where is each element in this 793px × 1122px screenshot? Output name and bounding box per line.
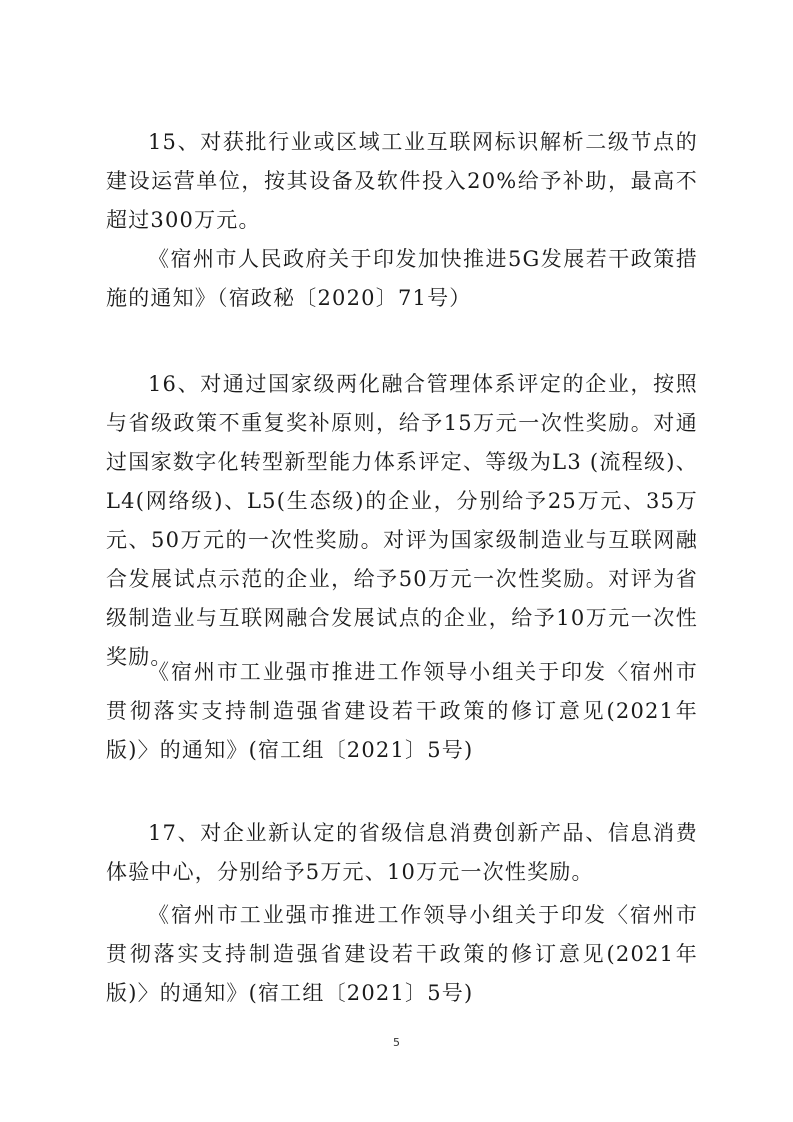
clause-17-source: 《宿州市工业强市推进工作领导小组关于印发〈宿州市贯彻落实支持制造强省建设若干政策的修订意见(2021年版)〉的通知》(宿工组〔2021〕5号) bbox=[106, 903, 698, 1005]
clause-16-text: 16、对通过国家级两化融合管理体系评定的企业，按照与省级政策不重复奖补原则，给予15万元一次性奖励。对通过国家数字化转型新型能力体系评定、等级为L3 (流程级)、L4(网络级)、L5(生态级)的企业，分别给予25万元、35万元、50万元的一次性奖励。对评为国家级制造业与互联网融合发展试点示范的企业，给予50万元一次性奖励。对评为省级制造业与互联网融合发展试点的企业，给予10万元一次性奖励。 bbox=[106, 372, 698, 669]
clause-15-source: 《宿州市人民政府关于印发加快推进5G发展若干政策措施的通知》（宿政秘〔2020〕71号） bbox=[106, 247, 698, 310]
clause-16-source: 《宿州市工业强市推进工作领导小组关于印发〈宿州市贯彻落实支持制造强省建设若干政策的修订意见(2021年版)〉的通知》(宿工组〔2021〕5号) bbox=[106, 660, 698, 762]
page-number: 5 bbox=[393, 1036, 400, 1049]
clause-15-text: 15、对获批行业或区域工业互联网标识解析二级节点的建设运营单位，按其设备及软件投入20%给予补助，最高不超过300万元。 bbox=[106, 130, 698, 232]
clause-17-text: 17、对企业新认定的省级信息消费创新产品、信息消费体验中心，分别给予5万元、10万元一次性奖励。 bbox=[106, 821, 698, 884]
